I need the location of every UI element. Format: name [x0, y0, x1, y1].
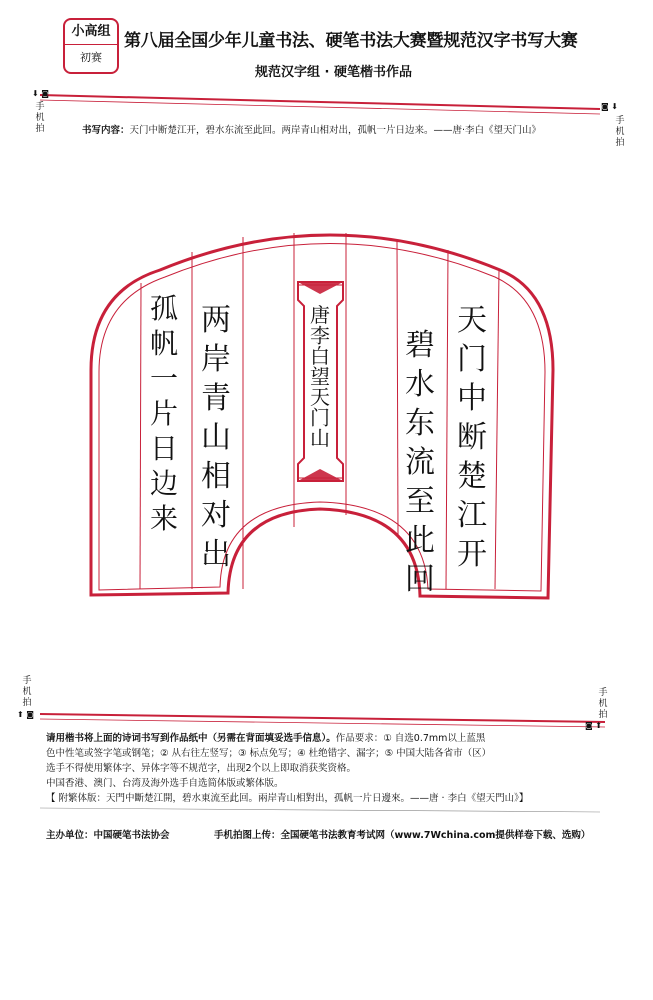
signature-char: 山 [310, 426, 330, 450]
poem-char-col3: 岸 [201, 342, 231, 377]
phone-shoot-label-top-right: 手机拍 [615, 116, 625, 148]
instructions [46, 731, 616, 806]
poem-char-col3: 出 [201, 537, 231, 572]
phone-shoot-label-bottom-left: 手机拍 [22, 676, 32, 708]
signature-char: 白 [310, 344, 330, 368]
signature-char: 门 [310, 405, 330, 430]
instructions-line-1 [46, 731, 616, 746]
page-subtitle: 规范汉字组 · 硬笔楷书作品 [255, 65, 412, 80]
phone-shoot-label-bottom-right: 手机拍 [598, 688, 608, 720]
poem-char-col1: 楚 [457, 459, 487, 494]
instructions-line-3: 选手不得使用繁体字、异体字等不规范字，出现2个以上即取消获奖资格。 [46, 763, 357, 774]
poem-char-col2: 东 [405, 406, 435, 441]
phone-shoot-label-top-left: 手机拍 [35, 102, 45, 134]
poem-char-col4: 一 [149, 362, 179, 395]
upload-camera-icon: ⬆ ◙ [17, 710, 35, 719]
poem-char-col1: 天 [457, 303, 487, 338]
signature-char: 李 [310, 323, 330, 348]
poem-char-col3: 对 [201, 498, 231, 533]
poem-char-col2: 至 [405, 484, 435, 519]
poem-char-col4: 片 [149, 397, 179, 430]
poem-char-col4: 日 [149, 432, 179, 465]
instructions-line-4: 中国香港、澳门、台湾及海外选手自选简体版或繁体版。 [46, 778, 284, 789]
page-title: 第八届全国少年儿童书法、硬笔书法大赛暨规范汉字书写大赛 [124, 31, 578, 51]
upload-text: 手机拍图上传：全国硬笔书法教育考试网（www.7Wchina.com提供样卷下载、选购） [214, 830, 591, 841]
instructions-line-1-rest: 作品要求：① 自选0.7mm以上蓝黑 [335, 733, 486, 744]
poem-char-col1: 江 [457, 498, 487, 533]
poem-char-col1: 断 [457, 420, 487, 455]
badge-group-label: 小高组 [65, 20, 117, 45]
poem-char-col2: 碧 [405, 328, 435, 363]
poem-char-col4: 孤 [149, 292, 179, 325]
signature-char: 唐 [310, 303, 330, 327]
instructions-line-2: 色中性笔或签字笔或钢笔；② 从右往左竖写；③ 标点免写；④ 杜绝错字、漏字；⑤ 中国大陆各省市（区） [46, 748, 492, 759]
poem-char-col3: 相 [201, 459, 231, 494]
download-camera-icon: ⬇ ◙ [32, 89, 50, 98]
poem-char-col3: 两 [201, 303, 231, 338]
camera-upload-icon: ◙ ⬆ [585, 721, 603, 730]
writing-content-text: 天门中断楚江开，碧水东流至此回。两岸青山相对出，孤帆一片日边来。——唐·李白《望天门山》 [129, 125, 542, 136]
signature-char: 天 [310, 385, 330, 409]
poem-char-col4: 帆 [149, 327, 179, 360]
poem-char-col2: 此 [405, 523, 435, 558]
poem-char-col3: 青 [201, 381, 231, 416]
poem-char-col1: 中 [457, 381, 487, 416]
signature-char: 望 [310, 364, 330, 389]
organizer-text: 主办单位：中国硬笔书法协会 [46, 830, 170, 841]
badge-round-label: 初赛 [80, 51, 102, 64]
poem-char-col3: 山 [201, 420, 231, 455]
instructions-highlight: 请用楷书将上面的诗词书写到作品纸中（另需在背面填妥选手信息）。 [46, 733, 336, 744]
writing-content-label: 书写内容： [82, 125, 130, 136]
camera-download-icon: ◙ ⬇ [601, 102, 619, 111]
poem-char-col2: 回 [405, 562, 435, 597]
poem-char-col2: 水 [405, 367, 435, 402]
poem-char-col4: 来 [149, 502, 179, 535]
poem-char-col2: 流 [405, 445, 435, 480]
poem-char-col1: 门 [457, 342, 487, 377]
poem-char-col4: 边 [149, 467, 179, 500]
instructions-line-5: 【 附繁体版：天門中斷楚江開，碧水東流至此回。兩岸青山相對出，孤帆一片日邊來。——唐 · 李白《望天門山》】 [46, 793, 529, 804]
poem-char-col1: 开 [457, 537, 487, 572]
